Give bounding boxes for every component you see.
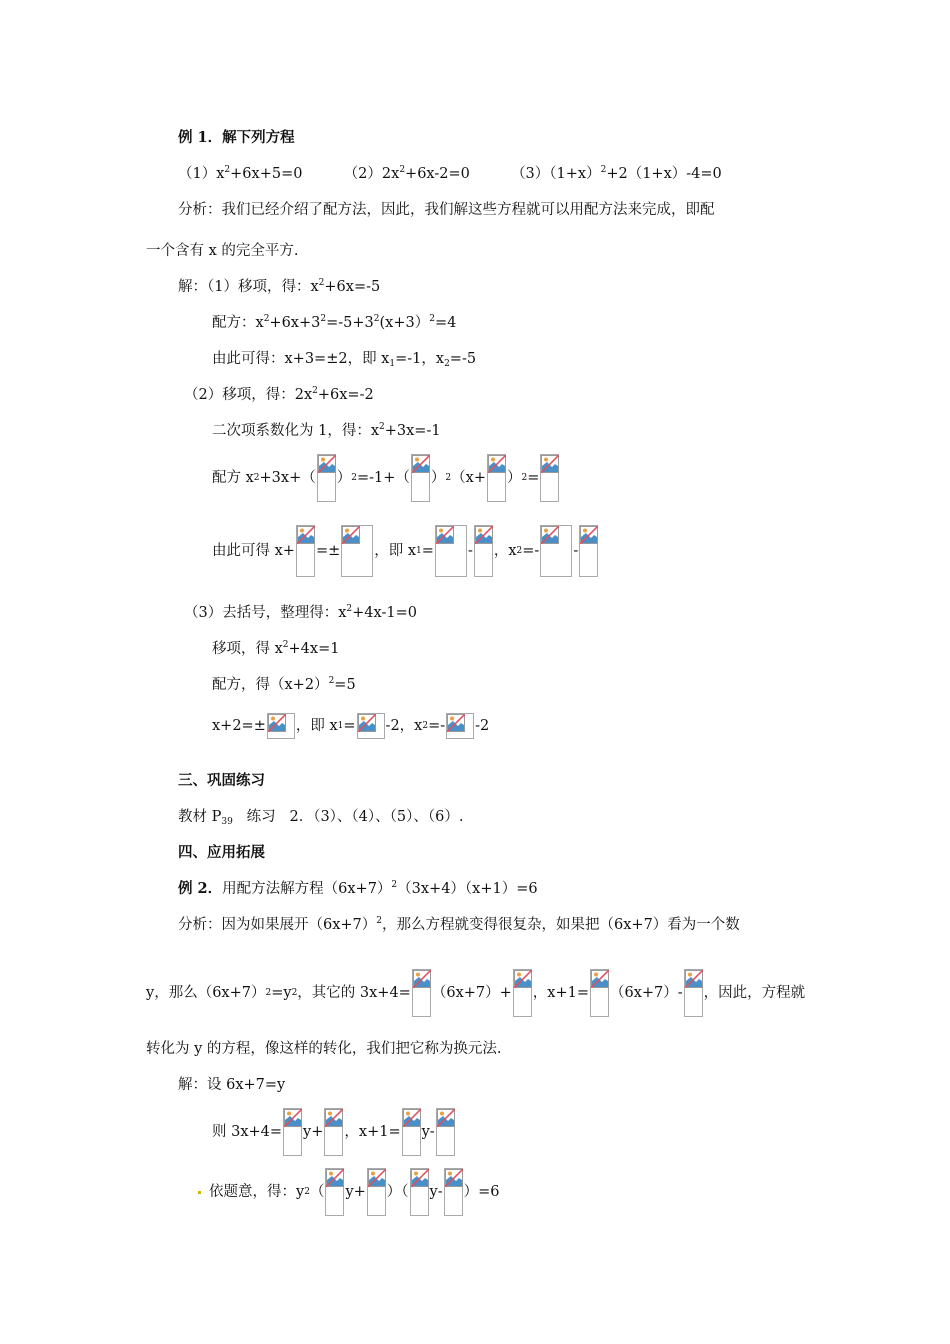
- exponent: 2: [328, 676, 335, 686]
- text: ，x: [493, 543, 517, 559]
- section-4-title: 四、应用拓展: [178, 844, 265, 861]
- subscript: 1: [389, 359, 396, 369]
- solution-3-result: x+2=± ，即 x 1 = -2，x 2 =- -2: [212, 710, 489, 742]
- text: =5: [334, 677, 356, 693]
- formula-image-placeholder: [446, 713, 474, 739]
- formula-image-placeholder: [410, 1168, 429, 1216]
- text: y，那么（6x+7）: [146, 985, 266, 1001]
- text: 配方，得（x+2）: [212, 677, 329, 693]
- formula-image-placeholder: [590, 969, 609, 1017]
- exponent: 2: [379, 422, 385, 432]
- formula-image-placeholder: [487, 454, 506, 502]
- solution-2-complete-square: 配方 x 2 +3x+（ ） 2 =-1+（ ） 2 （x+ ） 2 =: [212, 452, 560, 504]
- bullet-dot: [198, 1191, 201, 1194]
- text: ）: [506, 470, 522, 486]
- text: -2: [475, 718, 490, 734]
- text: =: [343, 718, 356, 734]
- text: y+: [303, 1124, 324, 1140]
- formula-image-placeholder: [540, 525, 572, 577]
- text: ，那么方程就变得很复杂，如果把（6x+7）看为一个数: [382, 917, 740, 933]
- text: =±: [315, 543, 341, 559]
- problem-2-rest: +6x-2=0: [405, 166, 470, 182]
- example-2-substitution: y，那么（6x+7） 2 =y 2 ，其它的 3x+4= （6x+7）+ ，x+1= （6x+7）- ，因此，方程就: [146, 967, 805, 1019]
- solution-3-expand: [184, 603, 417, 623]
- problem-1-rest: +6x+5=0: [230, 166, 303, 182]
- text: ，即 x: [374, 543, 417, 559]
- text: +6x=-5: [324, 279, 381, 295]
- formula-image-placeholder: [317, 454, 336, 502]
- text: =-: [428, 718, 446, 734]
- text: +3x+（: [259, 470, 316, 486]
- text: 教材 P: [178, 809, 222, 825]
- text: （6x+7）-: [609, 985, 683, 1001]
- subscript: 2: [444, 359, 450, 369]
- formula-image-placeholder: [367, 1168, 386, 1216]
- exponent: 2: [224, 165, 231, 175]
- exponent: 2: [320, 314, 327, 324]
- exponent: 2: [373, 314, 380, 324]
- formula-image-placeholder: [411, 454, 430, 502]
- text: =-5: [449, 351, 477, 367]
- text: ）: [336, 470, 352, 486]
- formula-image-placeholder: [513, 969, 532, 1017]
- text: +6x+3: [269, 315, 321, 331]
- text: (x+3）: [379, 315, 430, 331]
- text: ，即 x: [295, 718, 338, 734]
- exponent: 2: [600, 165, 607, 175]
- text: =: [527, 470, 540, 486]
- solution-1-result: [212, 349, 476, 369]
- solution-3-complete-square: [212, 675, 356, 695]
- exponent: 2: [282, 640, 289, 650]
- solution-2-coefficient: [212, 421, 441, 441]
- text: ）（: [386, 1184, 409, 1200]
- exponent: 2: [376, 916, 383, 926]
- exponent: 2: [391, 880, 398, 890]
- text: 则 3x+4=: [212, 1124, 283, 1140]
- formula-image-placeholder: [402, 1108, 421, 1156]
- text: +3x=-1: [384, 423, 441, 439]
- text: =-: [522, 543, 540, 559]
- example-2-then: [212, 1106, 456, 1158]
- text: 依题意，得：y: [209, 1184, 305, 1200]
- example-1-title: 例 1．解下列方程: [178, 129, 295, 146]
- problem-2: （2）2x: [343, 166, 400, 182]
- subscript: 39: [221, 817, 233, 827]
- text: +4x-1=0: [352, 605, 417, 621]
- analysis-line-1: 分析：我们已经介绍了配方法，因此，我们解这些方程就可以用配方法来完成，即配: [178, 202, 715, 218]
- problem-list: [178, 164, 722, 184]
- formula-image-placeholder: [341, 525, 373, 577]
- text: =-5+3: [326, 315, 374, 331]
- text: =-1+（: [356, 470, 410, 486]
- text: 移项，得 x: [212, 641, 283, 657]
- text: 二次项系数化为 1，得：x: [212, 423, 380, 439]
- text: 由此可得 x+: [212, 543, 295, 559]
- formula-image-placeholder: [444, 1168, 463, 1216]
- exponent: 2: [399, 165, 406, 175]
- exponent: 2: [429, 314, 435, 324]
- text: y+: [345, 1184, 366, 1200]
- text: 配方 x: [212, 470, 254, 486]
- text: （: [309, 1184, 325, 1200]
- formula-image-placeholder: [474, 525, 493, 577]
- text: （3x+4）（x+1）=6: [397, 881, 538, 897]
- solution-3-move: [212, 639, 339, 659]
- text: =4: [434, 315, 457, 331]
- text: -: [573, 543, 579, 559]
- text: -2，x: [385, 718, 423, 734]
- exponent: 2: [263, 314, 270, 324]
- exponent: 2: [318, 278, 325, 288]
- text: 由此可得：x+3=±2，即 x: [212, 351, 390, 367]
- problem-3-rest: +2（1+x）-4=0: [606, 166, 722, 182]
- text: 练习 2．（3）、（4）、（5）、（6）.: [232, 809, 464, 825]
- formula-image-placeholder: [684, 969, 703, 1017]
- text: 例 2．: [178, 880, 223, 897]
- solution-1-move: [178, 277, 380, 297]
- text: 用配方法解方程（6x+7）: [222, 881, 392, 897]
- formula-image-placeholder: [412, 969, 431, 1017]
- section-3-exercise: [178, 807, 463, 827]
- analysis-line-2: 一个含有 x 的完全平方.: [146, 243, 299, 259]
- formula-image-placeholder: [324, 1108, 343, 1156]
- text: ，x+1=: [532, 985, 589, 1001]
- example-2-equation: 依题意，得：y 2 （ y+ ）（ y- ）=6: [198, 1166, 500, 1218]
- exponent: 2: [346, 604, 353, 614]
- problem-1: （1）x: [178, 166, 225, 182]
- text: y-: [429, 1184, 443, 1200]
- formula-image-placeholder: [436, 1108, 455, 1156]
- text: =y: [271, 985, 292, 1001]
- formula-image-placeholder: [435, 525, 467, 577]
- text: （2）移项，得：2x: [184, 387, 313, 403]
- text: +4x=1: [288, 641, 340, 657]
- text: （6x+7）+: [431, 985, 512, 1001]
- text: 配方：x: [212, 315, 264, 331]
- text: ，其它的 3x+4=: [297, 985, 411, 1001]
- text: x+2=±: [212, 718, 266, 734]
- text: +6x=-2: [317, 387, 374, 403]
- formula-image-placeholder: [579, 525, 598, 577]
- text: 解：（1）移项，得：x: [178, 279, 319, 295]
- text: -: [467, 543, 473, 559]
- problem-3: （3）（1+x）: [511, 166, 601, 182]
- substitution-method-note: 转化为 y 的方程，像这样的转化，我们把它称为换元法.: [146, 1041, 502, 1057]
- section-3-title: 三、巩固练习: [178, 772, 265, 789]
- solution-2-result: 由此可得 x+ =± ，即 x 1 = - ，x 2 =- -: [212, 522, 599, 580]
- text: ）: [430, 470, 446, 486]
- text: y-: [421, 1124, 435, 1140]
- text: ，x+1=: [344, 1124, 401, 1140]
- formula-image-placeholder: [325, 1168, 344, 1216]
- example-2-title: [178, 879, 538, 899]
- text: =-1，x: [395, 351, 445, 367]
- text: 分析：因为如果展开（6x+7）: [178, 917, 377, 933]
- solution-2-move: [184, 385, 374, 405]
- formula-image-placeholder: [283, 1108, 302, 1156]
- example-2-analysis: [178, 915, 740, 935]
- solution-1-complete-square: [212, 313, 456, 333]
- example-2-solution-let: 解：设 6x+7=y: [178, 1077, 286, 1093]
- text: ）=6: [463, 1184, 500, 1200]
- text: （x+: [451, 470, 486, 486]
- text: ，因此，方程就: [703, 985, 806, 1001]
- formula-image-placeholder: [296, 525, 315, 577]
- formula-image-placeholder: [540, 454, 559, 502]
- exponent: 2: [312, 386, 318, 396]
- formula-image-placeholder: [357, 713, 385, 739]
- text: =: [421, 543, 434, 559]
- formula-image-placeholder: [267, 713, 295, 739]
- text: （3）去括号，整理得：x: [184, 605, 347, 621]
